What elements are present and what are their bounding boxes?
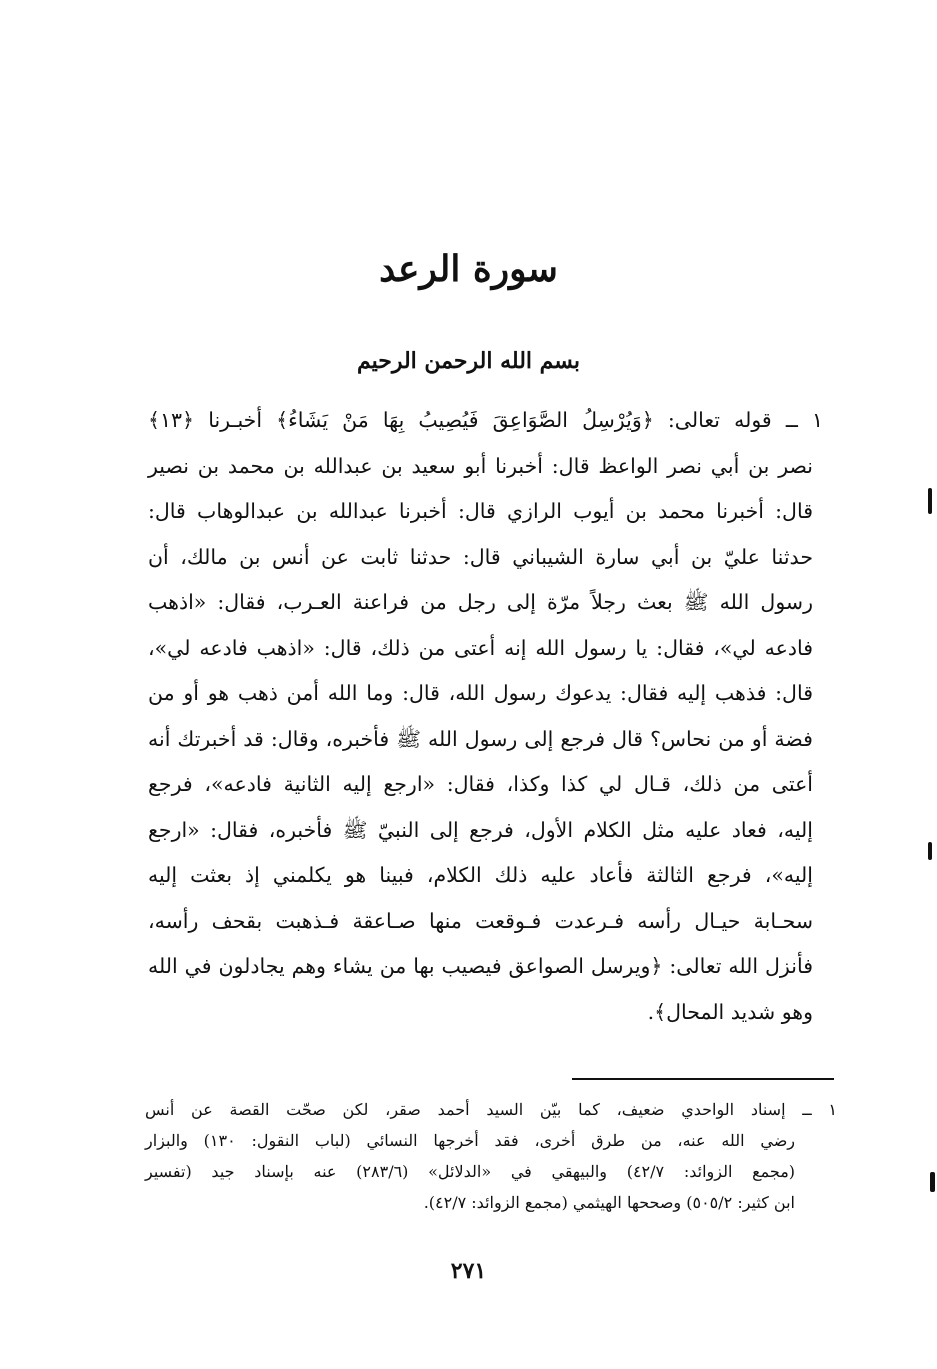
main-text	[148, 398, 823, 1035]
main-text-line: قال: فذهب إليه فقال: يدعوك رسول الله، قال: وما الله أمن ذهب هو أو من	[148, 681, 813, 705]
footnote-line: ابن كثير: ٥٠٥/٢) وصححها الهيثمي (مجمع الزوائد: ٤٢/٧).	[423, 1193, 795, 1212]
main-text-line: فادعه لي»، فقال: يا رسول الله إنه أعتى من ذلك، قال: «اذهب فادعه لي»،	[148, 635, 813, 660]
main-text-line: وهو شديد المحال﴾.	[647, 999, 813, 1024]
main-text-line: إليه»، فرجع الثالثة فأعاد عليه ذلك الكلام، فبينا هو يكلمني إذ بعثت إليه	[148, 863, 813, 887]
margin-ink-mark	[928, 842, 932, 860]
footnote-line: ١ ــ إسناد الواحدي ضعيف، كما بيّن السيد أحمد صقر، لكن صحّت القصة عن أنس	[145, 1100, 837, 1119]
main-text-line: فضة أو من نحاس؟ قال فرجع إلى رسول الله ﷺ فأخبره، وقال: قد أخبرتك أنه	[148, 726, 813, 751]
main-text-line: حدثنا عليّ بن أبي سارة الشيباني قال: حدثنا ثابت عن أنس بن مالك، أن	[148, 544, 813, 569]
footnote	[145, 1094, 837, 1218]
margin-ink-mark	[930, 1172, 935, 1192]
footnote-line: رضي الله عنه، من طرق أخرى، فقد أخرجها النسائي (لباب النقول: ١٣٠) والبزار	[145, 1131, 796, 1150]
main-text-line: رسول الله ﷺ بعث رجلاً مرّة إلى رجل من فراعنة العـرب، فقال: «اذهب	[148, 590, 813, 614]
footnote-line: (مجمع الزوائد: ٤٢/٧) والبيهقي في «الدلائل» (٢٨٣/٦) عنه بإسناد جيد (تفسير	[145, 1162, 795, 1181]
page-number: ٢٧١	[450, 1258, 487, 1284]
main-text-line: فأنزل الله تعالى: ﴿ويرسل الصواعق فيصيب بها من يشاء وهم يجادلون في الله	[148, 954, 813, 978]
main-text-line: ١ ــ قوله تعالى: ﴿وَيُرْسِلُ الصَّوَاعِقَ فَيُصِيبُ بِهَا مَنْ يَشَاءُ﴾ أخبـرنا ﴿١٣﴾	[148, 408, 823, 432]
main-text-line: قال: أخبرنا محمد بن أيوب الرازي قال: أخبرنا عبدالله بن عبدالوهاب قال:	[148, 499, 813, 523]
margin-ink-mark	[928, 488, 932, 514]
main-text-line: أعتى من ذلك، قـال لي كذا وكذا، فقال: «ارجع إليه الثانية فادعه»، فرجع	[148, 772, 813, 796]
main-text-line: سحـابة حيـال رأسه فـرعدت فـوقعت منها صـاعقة فـذهبت بقحف رأسه،	[148, 908, 813, 933]
footnote-divider	[572, 1078, 834, 1080]
basmala: بسم الله الرحمن الرحيم	[356, 348, 581, 374]
main-text-line: نصر بن أبي نصر الواعظ قال: أخبرنا أبو سعيد بن عبدالله بن محمد بن نصير	[148, 453, 813, 478]
main-text-line: إليه، فعاد عليه مثل الكلام الأول، فرجع إلى النبيّ ﷺ فأخبره، فقال: «ارجع	[148, 817, 813, 842]
surah-title: سورة الرعد	[379, 248, 558, 290]
